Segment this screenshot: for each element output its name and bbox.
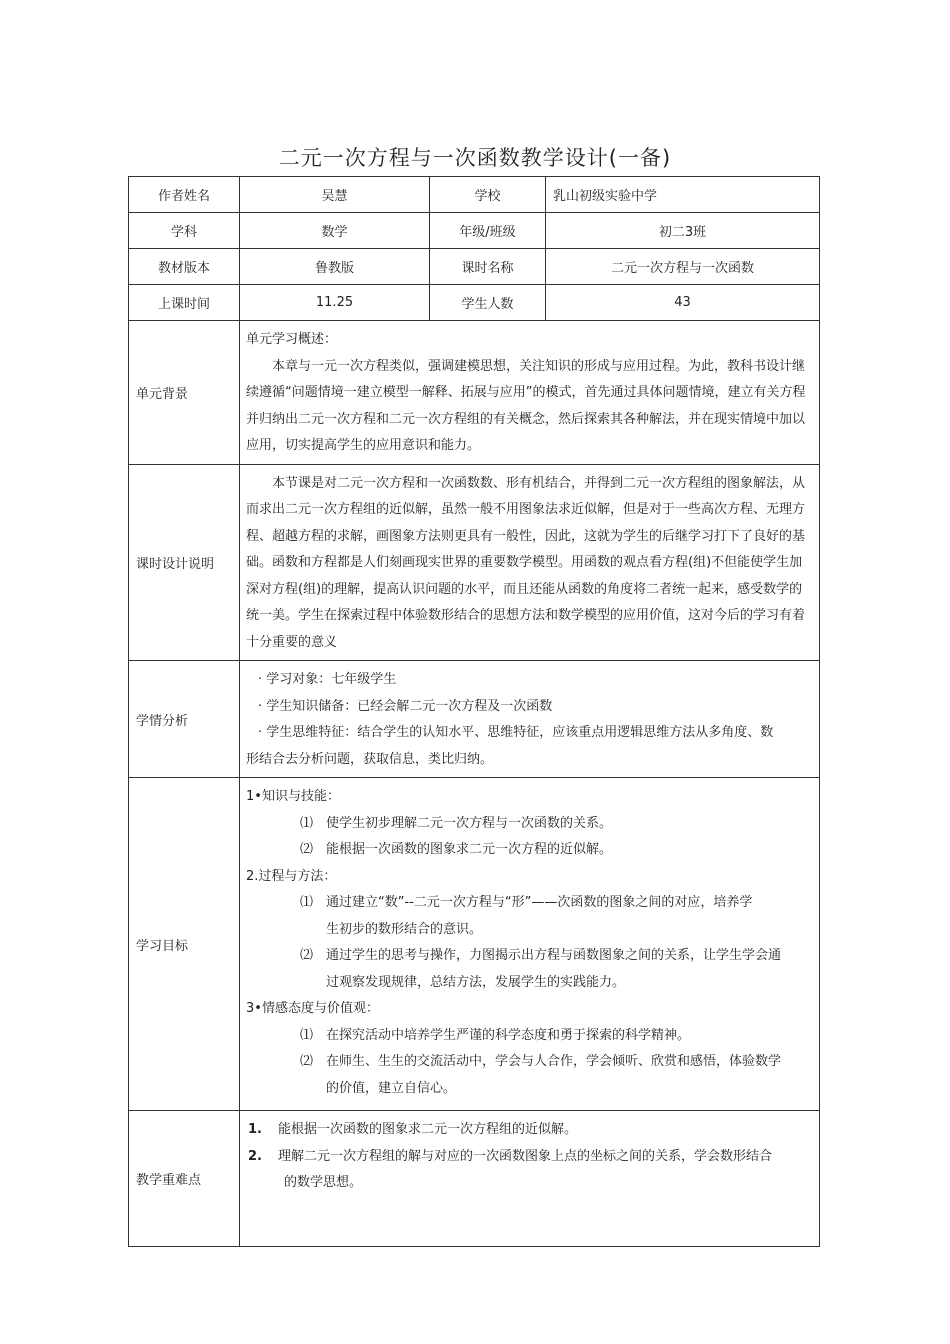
row-student-analysis — [129, 661, 820, 778]
item-number: ⑵ — [300, 842, 314, 857]
objective-2-2-cont: 过观察发现规律，总结方法，发展学生的实践能力。 — [326, 974, 626, 990]
author-value: 吴慧 — [240, 177, 430, 213]
lesson-plan-table — [128, 176, 820, 1247]
item-text: 在探究活动中培养学生严谨的科学态度和勇于探索的科学精神。 — [326, 1027, 691, 1043]
lesson-design-label: 课时设计说明 — [129, 464, 240, 661]
unit-background-label: 单元背景 — [129, 321, 240, 465]
analysis-item-3: · 学生思维特征：结合学生的认知水平、思维特征，应该重点用逻辑思维方法从多角度、数 — [258, 725, 774, 740]
subject-value: 数学 — [240, 213, 430, 249]
objectives-content — [240, 778, 820, 1111]
analysis-item-3-cont: 形结合去分析问题，获取信息，类比归纳。 — [246, 751, 494, 767]
key-point-2 — [246, 1144, 811, 1171]
students-value: 43 — [546, 285, 820, 321]
item-number: ⑴ — [300, 815, 314, 831]
objective-1-1 — [246, 811, 811, 838]
grade-label: 年级/班级 — [430, 213, 546, 249]
row-objectives — [129, 778, 820, 1111]
objective-3-1 — [246, 1023, 811, 1050]
item-text: 能根据一次函数的图象求二元一次方程的近似解。 — [326, 842, 613, 857]
objective-2-1 — [246, 890, 811, 917]
key-point-1 — [246, 1117, 811, 1144]
lesson-value: 二元一次方程与一次函数 — [546, 249, 820, 285]
objective-3-2-cont: 的价值，建立自信心。 — [326, 1080, 457, 1096]
item-number: ⑵ — [300, 948, 314, 963]
time-label: 上课时间 — [129, 285, 240, 321]
lesson-design-text: 本节课是对二元一次方程和一次函数数、形有机结合，并得到二元一次方程组的图象解法，从而求出二元一次方程组的近似解，虽然一般不用图象法求近似解，但是对于一些高次方程、无理方程、超越方程的求解，画图象方法则更具有一般性，因此，这就为学生的后继学习打下了良好的基础。函数和方程都是人们刻画现实世界的重要数学模型。用函数的观点看方程(组)不但能使学生加深对方程(组)的理解，提高认识问题的水平，而且还能从函数的角度将二者统一起来，感受数学的统一美。学生在探索过程中体验数形结合的思想方法和数学模型的应用价值，这对今后的学习有着十分重要的意义 — [246, 475, 806, 650]
subject-label: 学科 — [129, 213, 240, 249]
school-value: 乳山初级实验中学 — [546, 177, 820, 213]
objective-2-1-cont: 生初步的数形结合的意识。 — [326, 921, 483, 937]
objective-2-2 — [246, 943, 811, 970]
item-number: 2. — [248, 1148, 262, 1164]
item-number: ⑴ — [300, 1027, 314, 1043]
item-number: ⑴ — [300, 895, 314, 910]
school-label: 学校 — [430, 177, 546, 213]
objective-group-2: 2.过程与方法： — [246, 868, 337, 884]
lesson-label: 课时名称 — [430, 249, 546, 285]
objective-1-2 — [246, 837, 811, 864]
row-edition — [129, 249, 820, 285]
students-label: 学生人数 — [430, 285, 546, 321]
analysis-item-2: · 学生知识储备：已经会解二元一次方程及一次函数 — [258, 698, 553, 714]
objectives-label: 学习目标 — [129, 778, 240, 1111]
key-points-content — [240, 1111, 820, 1247]
student-analysis-label: 学情分析 — [129, 661, 240, 778]
item-text: 使学生初步理解二元一次方程与一次函数的关系。 — [326, 815, 613, 831]
row-time — [129, 285, 820, 321]
objective-group-3: 3•情感态度与价值观： — [246, 1001, 379, 1016]
row-lesson-design — [129, 464, 820, 661]
row-key-points — [129, 1111, 820, 1247]
edition-value: 鲁教版 — [240, 249, 430, 285]
document-title: 二元一次方程与一次函数教学设计(一备) — [278, 146, 672, 170]
objective-group-1: 1•知识与技能： — [246, 789, 340, 804]
analysis-item-1: · 学习对象：七年级学生 — [258, 672, 397, 687]
key-point-2-cont: 的数学思想。 — [284, 1175, 363, 1190]
key-points-label: 教学重难点 — [129, 1111, 240, 1247]
item-text: 在师生、生生的交流活动中，学会与人合作，学会倾听、欣赏和感悟，体验数学 — [326, 1054, 782, 1069]
row-unit-background — [129, 321, 820, 465]
grade-value: 初二3班 — [546, 213, 820, 249]
unit-background-text: 本章与一元一次方程类似，强调建模思想，关注知识的形成与应用过程。为此，教科书设计继续遵循“问题情境一建立模型一解释、拓展与应用”的模式，首先通过具体问题情境，建立有关方程并归纳出二元一次方程和二元一次方程组的有关概念，然后探索其各种解法，并在现实情境中加以应用，切实提高学生的应用意识和能力。 — [246, 358, 806, 453]
row-author — [129, 177, 820, 213]
item-number: 1. — [248, 1122, 262, 1137]
student-analysis-content — [240, 661, 820, 778]
objective-3-2 — [246, 1049, 811, 1076]
item-text: 理解二元一次方程组的解与对应的一次函数图象上点的坐标之间的关系，学会数形结合 — [278, 1148, 773, 1164]
author-label: 作者姓名 — [129, 177, 240, 213]
edition-label: 教材版本 — [129, 249, 240, 285]
unit-background-content — [240, 321, 820, 465]
item-text: 通过建立“数”--二元一次方程与“形”——次函数的图象之间的对应，培养学 — [326, 895, 753, 910]
row-subject — [129, 213, 820, 249]
item-text: 通过学生的思考与操作，力图揭示出方程与函数图象之间的关系，让学生学会通 — [326, 948, 782, 963]
time-value: 11.25 — [240, 285, 430, 321]
item-number: ⑵ — [300, 1054, 314, 1069]
unit-background-heading: 单元学习概述： — [246, 332, 338, 347]
lesson-design-content — [240, 464, 820, 661]
item-text: 能根据一次函数的图象求二元一次方程组的近似解。 — [278, 1122, 578, 1137]
